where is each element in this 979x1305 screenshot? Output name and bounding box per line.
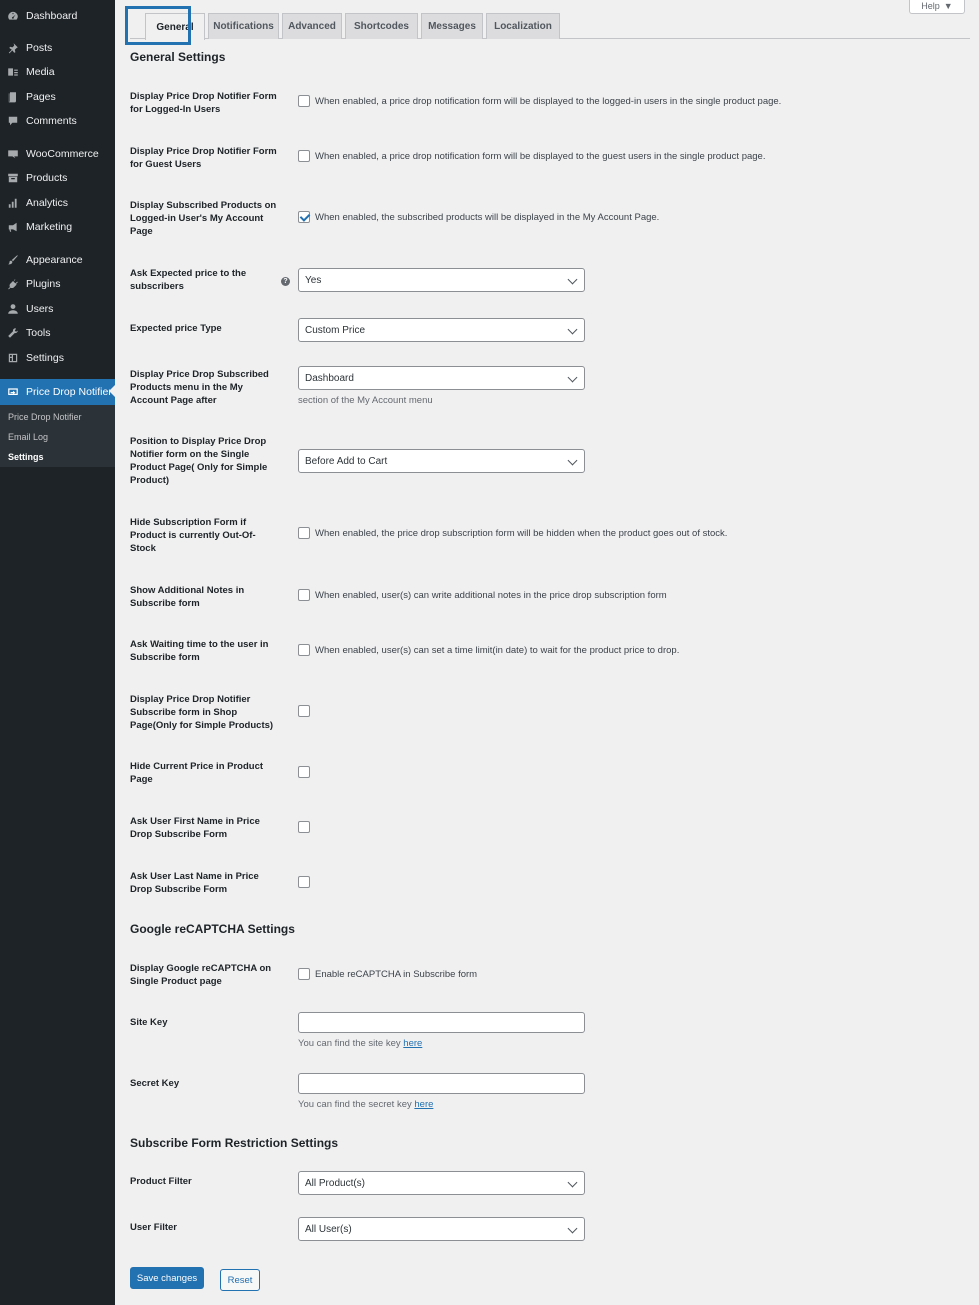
help-tip-icon[interactable]: ?: [281, 277, 290, 286]
label-recaptcha-enable: Display Google reCAPTCHA on Single Product page: [130, 963, 272, 987]
description-waiting-time: When enabled, user(s) can set a time limit(in date) to wait for the product price to drop.: [315, 644, 680, 656]
sidebar-item-label: WooCommerce: [26, 148, 99, 160]
description-secret-key: [298, 1099, 433, 1110]
label-menu-after: Display Price Drop Subscribed Products menu in the My Account Page after: [130, 369, 269, 406]
sidebar-item-posts[interactable]: [0, 37, 115, 59]
reset-button[interactable]: Reset: [220, 1269, 260, 1291]
sidebar-item-marketing[interactable]: [0, 216, 115, 238]
option-guest-form: [298, 150, 765, 162]
select-product-filter[interactable]: [298, 1171, 585, 1195]
secret-key-link[interactable]: here: [414, 1099, 434, 1110]
select-value: Custom Price: [305, 324, 366, 336]
label-secret-key: Secret Key: [130, 1078, 180, 1089]
checkbox-shop-page-form[interactable]: [298, 705, 310, 717]
select-expected-price[interactable]: [298, 268, 585, 292]
chevron-down-icon: [568, 456, 578, 466]
site-key-input[interactable]: [298, 1012, 585, 1033]
checkbox-hide-current-price[interactable]: [298, 766, 310, 778]
tab-notifications[interactable]: Notifications: [208, 13, 279, 39]
label-guest-form: Display Price Drop Notifier Form for Guest Users: [130, 146, 277, 170]
description-subscribed-products: When enabled, the subscribed products will be displayed in the My Account Page.: [315, 211, 660, 223]
sidebar-item-label: Media: [26, 66, 55, 78]
comments-icon: [6, 114, 20, 128]
woocommerce-icon: [6, 147, 20, 161]
sidebar-item-label: Tools: [26, 327, 51, 339]
option-hide-current-price: [298, 766, 315, 778]
select-value: All User(s): [305, 1223, 352, 1235]
checkbox-additional-notes[interactable]: [298, 589, 310, 601]
option-hide-out-of-stock: [298, 527, 727, 539]
label-user-filter: User Filter: [130, 1222, 177, 1233]
sidebar-item-comments[interactable]: [0, 110, 115, 132]
tab-localization[interactable]: Localization: [486, 13, 560, 39]
sidebar-item-woocommerce[interactable]: [0, 143, 115, 165]
media-icon: [6, 65, 20, 79]
sidebar-item-label: Appearance: [26, 254, 83, 266]
sidebar-item-pages[interactable]: [0, 86, 115, 108]
admin-sidebar: [0, 0, 115, 1305]
description-hide-out-of-stock: When enabled, the price drop subscription form will be hidden when the product goes out of stock.: [315, 527, 728, 539]
site-key-link[interactable]: here: [403, 1038, 423, 1049]
save-changes-button[interactable]: Save changes: [130, 1267, 204, 1289]
select-value: Dashboard: [305, 372, 354, 384]
checkbox-logged-in-form[interactable]: [298, 95, 310, 107]
label-last-name: Ask User Last Name in Price Drop Subscribe Form: [130, 871, 259, 895]
chevron-down-icon: [568, 1224, 578, 1234]
select-menu-after[interactable]: [298, 366, 585, 390]
option-subscribed-products: [298, 211, 659, 223]
section-title-general: General Settings: [130, 50, 226, 64]
chevron-down-icon: [568, 275, 578, 285]
secret-key-hint: You can find the secret key: [298, 1099, 412, 1110]
sidebar-item-label: Dashboard: [26, 10, 78, 22]
tab-messages[interactable]: Messages: [421, 13, 483, 39]
section-title-restriction: Subscribe Form Restriction Settings: [130, 1136, 339, 1150]
help-label: Help: [921, 0, 940, 11]
sidebar-item-tools[interactable]: [0, 322, 115, 344]
paintbrush-icon: [6, 253, 20, 267]
label-hide-out-of-stock: Hide Subscription Form if Product is currently Out-Of-Stock: [130, 517, 256, 554]
option-recaptcha-enable: [298, 968, 477, 980]
sidebar-item-label: Plugins: [26, 278, 61, 290]
option-logged-in-form: [298, 95, 781, 107]
sidebar-item-label: Analytics: [26, 197, 69, 209]
label-first-name: Ask User First Name in Price Drop Subscribe Form: [130, 816, 260, 840]
checkbox-first-name[interactable]: [298, 821, 310, 833]
checkbox-subscribed-products[interactable]: [298, 211, 310, 223]
select-user-filter[interactable]: [298, 1217, 585, 1241]
pages-icon: [6, 90, 20, 104]
label-expected-price-type: Expected price Type: [130, 323, 222, 334]
label-subscribed-products: Display Subscribed Products on Logged-in User's My Account Page: [130, 200, 277, 237]
label-form-position: Position to Display Price Drop Notifier form on the Single Product Page( Only for Simple Product): [130, 436, 268, 486]
sidebar-item-users[interactable]: [0, 298, 115, 320]
tab-advanced[interactable]: Advanced: [282, 13, 342, 39]
submenu: [0, 405, 115, 467]
option-shop-page-form: [298, 705, 315, 717]
option-first-name: [298, 821, 315, 833]
sidebar-item-price-drop-notifier[interactable]: [0, 379, 115, 405]
sidebar-item-label: Price Drop Notifier: [26, 386, 112, 398]
sidebar-item-label: Posts: [26, 42, 53, 54]
sidebar-item-label: Users: [26, 303, 54, 315]
checkbox-last-name[interactable]: [298, 876, 310, 888]
description-logged-in-form: When enabled, a price drop notification form will be displayed to the logged-in users in the single product page.: [315, 95, 782, 107]
checkbox-waiting-time[interactable]: [298, 644, 310, 656]
settings-icon: [6, 351, 20, 365]
description-menu-after: section of the My Account menu: [298, 395, 433, 406]
select-value: Yes: [305, 274, 322, 286]
user-icon: [6, 302, 20, 316]
label-hide-current-price: Hide Current Price in Product Page: [130, 761, 264, 785]
option-waiting-time: [298, 644, 679, 656]
option-additional-notes: [298, 589, 667, 601]
price-drop-icon: [6, 385, 20, 399]
label-site-key: Site Key: [130, 1017, 168, 1028]
label-product-filter: Product Filter: [130, 1176, 192, 1187]
sidebar-item-label: Marketing: [26, 221, 73, 233]
checkbox-guest-form[interactable]: [298, 150, 310, 162]
sidebar-item-media[interactable]: [0, 61, 115, 83]
label-logged-in-form: Display Price Drop Notifier Form for Logged-In Users: [130, 91, 277, 115]
select-value: All Product(s): [305, 1177, 366, 1189]
sidebar-item-analytics[interactable]: [0, 192, 115, 214]
label-shop-page-form: Display Price Drop Notifier Subscribe form in Shop Page(Only for Simple Products): [130, 694, 274, 731]
label-expected-price: Ask Expected price to the subscribers: [130, 268, 247, 292]
tab-general[interactable]: General: [145, 13, 205, 40]
chevron-down-icon: [568, 1178, 578, 1188]
chevron-down-icon: ▼: [943, 0, 953, 11]
option-last-name: [298, 876, 315, 888]
description-guest-form: When enabled, a price drop notification form will be displayed to the guest users in the single product page.: [315, 150, 766, 162]
sidebar-item-label: Products: [26, 172, 68, 184]
bar-chart-icon: [6, 196, 20, 210]
secret-key-input[interactable]: [298, 1073, 585, 1094]
sidebar-item-label: Comments: [26, 115, 77, 127]
dashboard-icon: [6, 9, 20, 23]
sidebar-item-label: Settings: [26, 352, 64, 364]
checkbox-hide-out-of-stock[interactable]: [298, 527, 310, 539]
tab-shortcodes[interactable]: Shortcodes: [345, 13, 418, 39]
plug-icon: [6, 277, 20, 291]
sidebar-item-products[interactable]: [0, 167, 115, 189]
chevron-down-icon: [568, 373, 578, 383]
submenu-item-price-drop-notifier[interactable]: Price Drop Notifier: [8, 412, 82, 422]
submenu-item-settings[interactable]: Settings: [8, 452, 44, 462]
description-site-key: [298, 1038, 422, 1049]
submenu-item-email-log[interactable]: Email Log: [8, 432, 49, 442]
sidebar-item-label: Pages: [26, 91, 56, 103]
description-additional-notes: When enabled, user(s) can write additional notes in the price drop subscription form: [315, 589, 667, 601]
label-waiting-time: Ask Waiting time to the user in Subscribe form: [130, 639, 269, 663]
settings-tabs: [130, 12, 970, 39]
pin-icon: [6, 41, 20, 55]
description-recaptcha-enable: Enable reCAPTCHA in Subscribe form: [315, 968, 478, 980]
sidebar-item-appearance[interactable]: [0, 249, 115, 271]
sidebar-item-settings[interactable]: [0, 347, 115, 369]
checkbox-recaptcha-enable[interactable]: [298, 968, 310, 980]
select-value: Before Add to Cart: [305, 455, 388, 467]
select-form-position[interactable]: [298, 449, 585, 473]
label-additional-notes: Show Additional Notes in Subscribe form: [130, 585, 245, 609]
archive-icon: [6, 171, 20, 185]
select-expected-price-type[interactable]: [298, 318, 585, 342]
main-content: [115, 0, 979, 1305]
site-key-hint: You can find the site key: [298, 1038, 401, 1049]
sidebar-item-dashboard[interactable]: [0, 5, 115, 27]
sidebar-item-plugins[interactable]: [0, 273, 115, 295]
megaphone-icon: [6, 220, 20, 234]
chevron-down-icon: [568, 325, 578, 335]
section-title-recaptcha: Google reCAPTCHA Settings: [130, 922, 295, 936]
wrench-icon: [6, 326, 20, 340]
